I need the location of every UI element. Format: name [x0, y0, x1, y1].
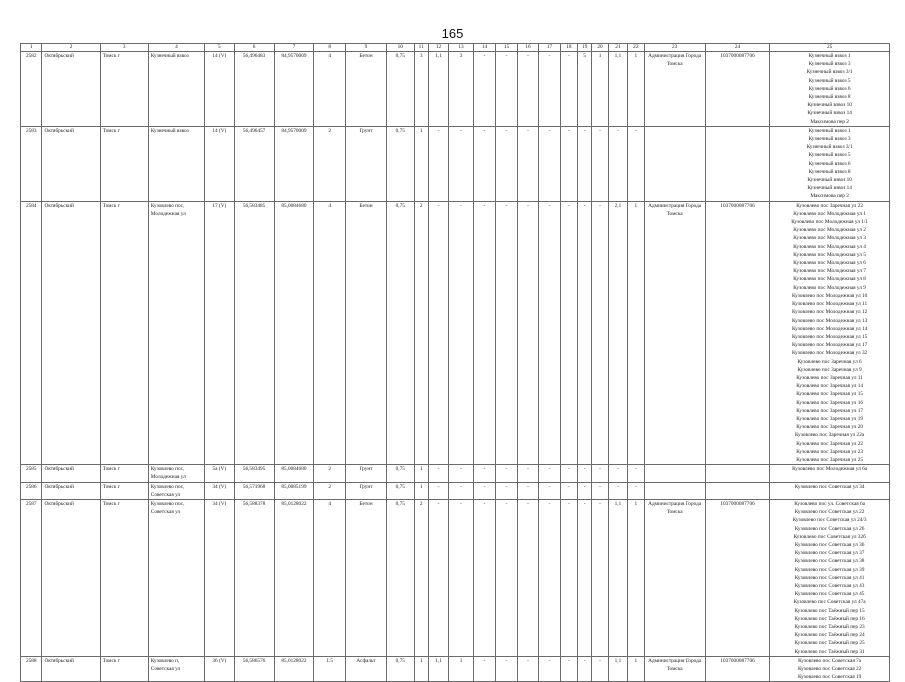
cell-c20: - — [608, 126, 627, 201]
cell-longitude: 85,0128022 — [274, 656, 314, 682]
address-line: Кузовлево пос Заречная ул 17 — [796, 407, 864, 414]
cell-c21: - — [628, 465, 644, 482]
address-line: Кузовлево пос Молодежная ул 14 — [791, 325, 868, 332]
cell-street: Кузовлево пос, Молодежная ул — [148, 201, 204, 465]
cell-area: 1.5 — [314, 656, 346, 682]
cell-longitude: 85,0085199 — [274, 482, 314, 499]
cell-c15: - — [517, 52, 538, 127]
column-header: 13 — [449, 44, 474, 52]
cell-c11: - — [428, 201, 448, 465]
cell-object-id: 5а (V) — [205, 465, 235, 482]
cell-c11: 1,1 — [428, 52, 448, 127]
cell-latitude: 56,496483 — [234, 52, 274, 127]
cell-c14: - — [496, 656, 517, 682]
address-line: Кузовлево пос Молодежная ул 12 — [791, 309, 868, 316]
cell-surface: Бетон — [346, 52, 387, 127]
cell-num: 2586 — [21, 482, 42, 499]
cell-c14: - — [496, 482, 517, 499]
cell-area: 2 — [314, 482, 346, 499]
cell-c16: - — [539, 482, 560, 499]
cell-latitude: 56,583485 — [234, 201, 274, 465]
column-header: 12 — [428, 44, 448, 52]
cell-c19: - — [592, 656, 608, 682]
cell-street: Кузовлево пос, Молодежная ул — [148, 465, 204, 482]
cell-c18: - — [578, 482, 592, 499]
cell-ogrn — [705, 126, 769, 201]
column-header: 6 — [234, 44, 274, 52]
cell-object-id: 17 (V) — [205, 201, 235, 465]
address-line: Кузовлево пос Заречная ул 22а — [795, 432, 865, 439]
address-line: Кузнечный взвоз 14 — [807, 185, 852, 192]
address-line: Кузовлево пос Советская ул 24/3 — [792, 517, 867, 524]
address-line: Кузовлево пос Молодежная ул 1 — [793, 210, 866, 217]
cell-district: Октябрьский — [42, 52, 100, 127]
cell-c19: - — [592, 499, 608, 656]
cell-longitude: 85,0084680 — [274, 201, 314, 465]
address-line: Кузовлево пос Заречная ул 22 — [796, 440, 864, 447]
address-line: Кузнечный взвоз 5 — [808, 77, 851, 84]
cell-c15: - — [517, 465, 538, 482]
address-line: Кузовлево пос Советская ул 22 — [794, 509, 865, 516]
cell-c14: - — [496, 126, 517, 201]
address-line: Кузовлево пос Советская 22 — [797, 666, 862, 673]
address-line: Кузовлево пос Заречная ул 23 — [796, 448, 864, 455]
column-header: 9 — [346, 44, 387, 52]
cell-c19: 1 — [592, 52, 608, 127]
cell-num: 2588 — [21, 656, 42, 682]
address-line: Кузовлево пос Заречная ул 9 — [797, 366, 862, 373]
address-line: Кузнечный взвоз 1 — [808, 53, 851, 59]
address-line: Кузовлево пос Советская ул 39 — [794, 566, 865, 573]
cell-c21: 1 — [628, 52, 644, 127]
cell-c16: - — [539, 499, 560, 656]
address-line: Кузовлево пос Таёжный пер 31 — [794, 648, 865, 655]
cell-owner: Администрация Города Томска — [644, 499, 705, 656]
cell-c18: - — [578, 499, 592, 656]
address-line: Кузнечный взвоз 6 — [808, 160, 851, 167]
column-header: 21 — [608, 44, 627, 52]
column-header: 24 — [705, 44, 769, 52]
cell-containers: 1 — [414, 656, 428, 682]
cell-longitude: 85,0128022 — [274, 499, 314, 656]
cell-ogrn: 1037000087706 — [705, 52, 769, 127]
address-line: Кузовлево пос Молодежная ул 13 — [791, 317, 868, 324]
cell-c21: - — [628, 482, 644, 499]
address-line: Кузовлево пос Молодежная ул 6 — [793, 260, 866, 267]
page-number: 165 — [441, 26, 464, 41]
address-line: Кузовлево пос Молодежная ул 17 — [791, 342, 868, 349]
address-line: Кузовлево пос Молодежная ул 15 — [791, 333, 868, 340]
cell-c12: - — [449, 126, 474, 201]
cell-c15: - — [517, 126, 538, 201]
cell-c11: 1,1 — [428, 656, 448, 682]
column-header: 14 — [473, 44, 495, 52]
column-header: 2 — [42, 44, 100, 52]
address-line: Кузнечный взвоз 1 — [808, 127, 851, 134]
address-line: Кузовлево пос Молодежная ул 3 — [793, 235, 866, 242]
cell-c13: - — [473, 126, 495, 201]
table-row — [21, 499, 890, 656]
column-header: 20 — [592, 44, 608, 52]
address-line: Кузнечный взвоз 3/1 — [806, 69, 853, 76]
cell-c21: - — [628, 126, 644, 201]
cell-object-id: 34 (V) — [205, 482, 235, 499]
cell-longitude: 85,0084680 — [274, 465, 314, 482]
cell-c21: 1 — [628, 201, 644, 465]
cell-c20: - — [608, 482, 627, 499]
cell-surface: Бетон — [346, 499, 387, 656]
table-row — [21, 52, 890, 127]
address-line: Кузовлево пос Советская ул 34 — [794, 483, 865, 490]
cell-c13: - — [473, 201, 495, 465]
cell-addresses — [770, 656, 890, 682]
cell-volume: 0,75 — [386, 126, 414, 201]
address-line: Кузовлево пос Молодежная ул 8 — [793, 276, 866, 283]
address-line: Кузовлево пос Молодежная ул 7 — [793, 268, 866, 275]
cell-containers: 2 — [414, 201, 428, 465]
address-line: Кузовлево пос Таёжный пер 23 — [794, 624, 865, 631]
address-line: Кузовлево пос Заречная ул 6 — [797, 358, 862, 365]
cell-c19: - — [592, 201, 608, 465]
cell-city: Томск г — [100, 465, 148, 482]
cell-volume: 0,75 — [386, 499, 414, 656]
cell-c12: - — [449, 201, 474, 465]
address-line: Кузнечный взвоз 8 — [808, 168, 851, 175]
address-line: Кузовлево пос Заречная ул 16 — [796, 399, 864, 406]
cell-street: Кузнечный взвоз — [148, 126, 204, 201]
cell-c14: - — [496, 499, 517, 656]
address-line: Кузовлево пос Советская ул 36 — [794, 541, 865, 548]
address-line: Кузовлево пос Молодежная ул 2 — [793, 227, 866, 234]
cell-c17: - — [560, 52, 577, 127]
cell-c17: - — [560, 201, 577, 465]
cell-containers: 1 — [414, 465, 428, 482]
cell-city: Томск г — [100, 482, 148, 499]
cell-c12: - — [449, 465, 474, 482]
column-header: 11 — [414, 44, 428, 52]
cell-c18: 5 — [578, 52, 592, 127]
address-line: Кузнечный взвоз 8 — [808, 94, 851, 101]
cell-containers: 1 — [414, 126, 428, 201]
cell-volume: 0,75 — [386, 656, 414, 682]
cell-owner: Администрация Города Томска — [644, 52, 705, 127]
cell-ogrn: 1037000087706 — [705, 656, 769, 682]
cell-surface: Грунт — [346, 126, 387, 201]
address-line: Кузовлево пос Молодежная ул 1/1 — [791, 219, 868, 226]
cell-c11: - — [428, 482, 448, 499]
address-line: Кузовлево пос Советская ул 38 — [794, 558, 865, 565]
cell-c13: - — [473, 482, 495, 499]
address-line: Кузнечный взвоз 10 — [807, 177, 852, 184]
cell-c11: - — [428, 499, 448, 656]
cell-latitude: 56,583495 — [234, 465, 274, 482]
cell-owner — [644, 482, 705, 499]
cell-c17: - — [560, 126, 577, 201]
address-line: Кузнечный взвоз 5 — [808, 152, 851, 159]
cell-volume: 0,75 — [386, 52, 414, 127]
cell-c13: - — [473, 499, 495, 656]
cell-c21: 1 — [628, 499, 644, 656]
address-line: Максимова пер 2 — [810, 118, 849, 125]
cell-street: Кузовлево пос, Советская ул — [148, 482, 204, 499]
column-header: 10 — [386, 44, 414, 52]
cell-num: 2583 — [21, 126, 42, 201]
cell-district: Октябрьский — [42, 499, 100, 656]
cell-c18: - — [578, 201, 592, 465]
cell-district: Октябрьский — [42, 201, 100, 465]
address-line: Кузнечный взвоз 3/1 — [806, 144, 853, 151]
cell-c20: 1,1 — [608, 52, 627, 127]
cell-volume: 0,75 — [386, 465, 414, 482]
cell-c19: - — [592, 482, 608, 499]
cell-city: Томск г — [100, 499, 148, 656]
cell-c12: - — [449, 482, 474, 499]
cell-city: Томск г — [100, 126, 148, 201]
cell-c15: - — [517, 201, 538, 465]
cell-containers: 1 — [414, 482, 428, 499]
cell-addresses — [770, 126, 890, 201]
column-header: 17 — [539, 44, 560, 52]
address-line: Кузнечный взвоз 6 — [808, 85, 851, 92]
cell-addresses — [770, 499, 890, 656]
cell-ogrn — [705, 465, 769, 482]
column-header: 15 — [496, 44, 517, 52]
address-line: Кузовлево пос Молодежная ул 10 — [791, 292, 868, 299]
cell-surface: Асфальт — [346, 656, 387, 682]
cell-c13: - — [473, 656, 495, 682]
address-line: Кузовлево пос ул. Советская 6а — [794, 500, 865, 507]
cell-c20: 2,1 — [608, 201, 627, 465]
address-line: Кузовлево пос Советская 7а — [798, 657, 862, 664]
address-line: Кузовлево пос Таёжный пер 16 — [794, 615, 865, 622]
cell-volume: 0,75 — [386, 482, 414, 499]
address-line: Кузовлево пос Молодежная ул 32 — [791, 350, 868, 357]
column-header: 25 — [770, 44, 890, 52]
cell-district: Октябрьский — [42, 482, 100, 499]
cell-c17: - — [560, 465, 577, 482]
address-line: Кузнечный взвоз 10 — [807, 102, 852, 109]
cell-city: Томск г — [100, 52, 148, 127]
cell-object-id: 14 (V) — [205, 126, 235, 201]
cell-c18: - — [578, 465, 592, 482]
cell-street: Кузовлево п, Советская ул — [148, 656, 204, 682]
cell-area: 4 — [314, 499, 346, 656]
cell-c17: - — [560, 482, 577, 499]
cell-c12: 1 — [449, 656, 474, 682]
address-line: Кузовлево пос Заречная ул 15 — [796, 391, 864, 398]
cell-c20: 1,1 — [608, 499, 627, 656]
address-line: Кузнечный взвоз 3 — [808, 61, 851, 68]
cell-c20: 1,1 — [608, 656, 627, 682]
cell-num: 2587 — [21, 499, 42, 656]
register-table — [20, 43, 890, 682]
address-line: Кузовлево пос Заречная ул 19 — [796, 415, 864, 422]
cell-object-id: 36 (V) — [205, 656, 235, 682]
cell-owner — [644, 465, 705, 482]
cell-containers: 3 — [414, 52, 428, 127]
column-header: 8 — [314, 44, 346, 52]
address-line: Кузовлево пос Заречная ул 25 — [796, 456, 864, 463]
cell-area: 4 — [314, 201, 346, 465]
address-line: Кузовлево пос Советская 19 — [797, 674, 862, 681]
cell-area: 2 — [314, 465, 346, 482]
header-row — [21, 44, 890, 52]
cell-longitude: 84,9570009 — [274, 126, 314, 201]
cell-addresses — [770, 465, 890, 482]
column-header: 4 — [148, 44, 204, 52]
cell-city: Томск г — [100, 656, 148, 682]
cell-c11: - — [428, 126, 448, 201]
cell-district: Октябрьский — [42, 656, 100, 682]
column-header: 1 — [21, 44, 42, 52]
address-line: Кузовлево пос Молодежная ул 9 — [793, 284, 866, 291]
cell-c19: - — [592, 465, 608, 482]
cell-c15: - — [517, 499, 538, 656]
cell-c12: 3 — [449, 52, 474, 127]
address-line: Кузовлево пос Советская ул 43 — [794, 583, 865, 589]
address-line: Кузовлево пос Заречная ул 14 — [796, 383, 864, 390]
cell-area: 4 — [314, 52, 346, 127]
cell-surface: Грунт — [346, 465, 387, 482]
column-header: 16 — [517, 44, 538, 52]
address-line: Кузовлево пос Заречная ул 22 — [796, 202, 864, 209]
column-header: 7 — [274, 44, 314, 52]
address-line: Кузовлево пос Советская ул 26 — [794, 525, 865, 532]
address-line: Кузовлево пос Таёжный пер 24 — [794, 632, 865, 639]
address-line: Кузовлево пос Таёжный пер 25 — [794, 640, 865, 647]
cell-addresses — [770, 201, 890, 465]
address-line: Кузовлево пос Советская ул 41 — [794, 574, 865, 581]
table-row — [21, 201, 890, 465]
address-line: Кузовлево пос Советская ул 32б — [793, 533, 866, 540]
cell-volume: 0,75 — [386, 201, 414, 465]
cell-street: Кузнечный взвоз — [148, 52, 204, 127]
cell-c17: - — [560, 656, 577, 682]
column-header: 18 — [560, 44, 577, 52]
cell-ogrn: 1037000087706 — [705, 499, 769, 656]
cell-c15: - — [517, 656, 538, 682]
address-line: Кузовлево пос Заречная ул 20 — [796, 424, 864, 431]
cell-city: Томск г — [100, 201, 148, 465]
cell-c16: - — [539, 126, 560, 201]
cell-c17: - — [560, 499, 577, 656]
cell-c21: 1 — [628, 656, 644, 682]
address-line: Кузовлево пос Советская ул 37 — [794, 550, 865, 557]
address-line: Кузовлево пос Молодежная ул 4 — [793, 243, 866, 250]
cell-c19: - — [592, 126, 608, 201]
table-row — [21, 465, 890, 482]
cell-c16: - — [539, 52, 560, 127]
cell-c18: - — [578, 126, 592, 201]
address-line: Максимова пер 2 — [810, 193, 849, 200]
cell-c15: - — [517, 482, 538, 499]
cell-ogrn: 1037000087706 — [705, 201, 769, 465]
table-row — [21, 656, 890, 682]
address-line: Кузовлево пос Молодежная ул 6а — [792, 466, 868, 473]
cell-num: 2582 — [21, 52, 42, 127]
cell-surface: Бетон — [346, 201, 387, 465]
cell-latitude: 56,496457 — [234, 126, 274, 201]
cell-c16: - — [539, 465, 560, 482]
cell-owner: Администрация Города Томска — [644, 656, 705, 682]
column-header: 22 — [628, 44, 644, 52]
cell-c14: - — [496, 201, 517, 465]
cell-c11: - — [428, 465, 448, 482]
cell-ogrn — [705, 482, 769, 499]
table-row — [21, 482, 890, 499]
cell-c20: - — [608, 465, 627, 482]
cell-owner: Администрация Города Томска — [644, 201, 705, 465]
address-line: Кузовлево пос Заречная ул 11 — [796, 374, 863, 381]
cell-latitude: 56,571968 — [234, 482, 274, 499]
cell-district: Октябрьский — [42, 126, 100, 201]
address-line: Кузнечный взвоз 3 — [808, 136, 851, 143]
cell-c13: - — [473, 465, 495, 482]
cell-owner — [644, 126, 705, 201]
cell-district: Октябрьский — [42, 465, 100, 482]
cell-c12: - — [449, 499, 474, 656]
cell-c14: - — [496, 465, 517, 482]
cell-c16: - — [539, 201, 560, 465]
cell-latitude: 56,586576 — [234, 656, 274, 682]
cell-longitude: 84,9570009 — [274, 52, 314, 127]
cell-c13: - — [473, 52, 495, 127]
cell-area: 2 — [314, 126, 346, 201]
column-header: 5 — [205, 44, 235, 52]
column-header: 3 — [100, 44, 148, 52]
address-line: Кузовлево пос Советская ул 45 — [794, 591, 865, 598]
cell-object-id: 34 (V) — [205, 499, 235, 656]
cell-street: Кузовлево пос, Советская ул — [148, 499, 204, 656]
cell-addresses — [770, 52, 890, 127]
column-header: 19 — [578, 44, 592, 52]
cell-num: 2585 — [21, 465, 42, 482]
column-header: 23 — [644, 44, 705, 52]
address-line: Кузовлево пос Молодежная ул 5 — [793, 251, 866, 258]
cell-surface: Грунт — [346, 482, 387, 499]
address-line: Кузовлево пос Молодежная ул 11 — [792, 301, 868, 308]
cell-c18: - — [578, 656, 592, 682]
cell-object-id: 14 (V) — [205, 52, 235, 127]
cell-c16: - — [539, 656, 560, 682]
table-row — [21, 126, 890, 201]
address-line: Кузовлево пос Таёжный пер 15 — [794, 607, 865, 614]
cell-containers: 2 — [414, 499, 428, 656]
address-line: Кузнечный взвоз 14 — [807, 110, 852, 117]
cell-c14: - — [496, 52, 517, 127]
cell-num: 2584 — [21, 201, 42, 465]
address-line: Кузовлево пос Советская ул 47а — [793, 599, 866, 606]
cell-addresses — [770, 482, 890, 499]
cell-latitude: 56,588378 — [234, 499, 274, 656]
